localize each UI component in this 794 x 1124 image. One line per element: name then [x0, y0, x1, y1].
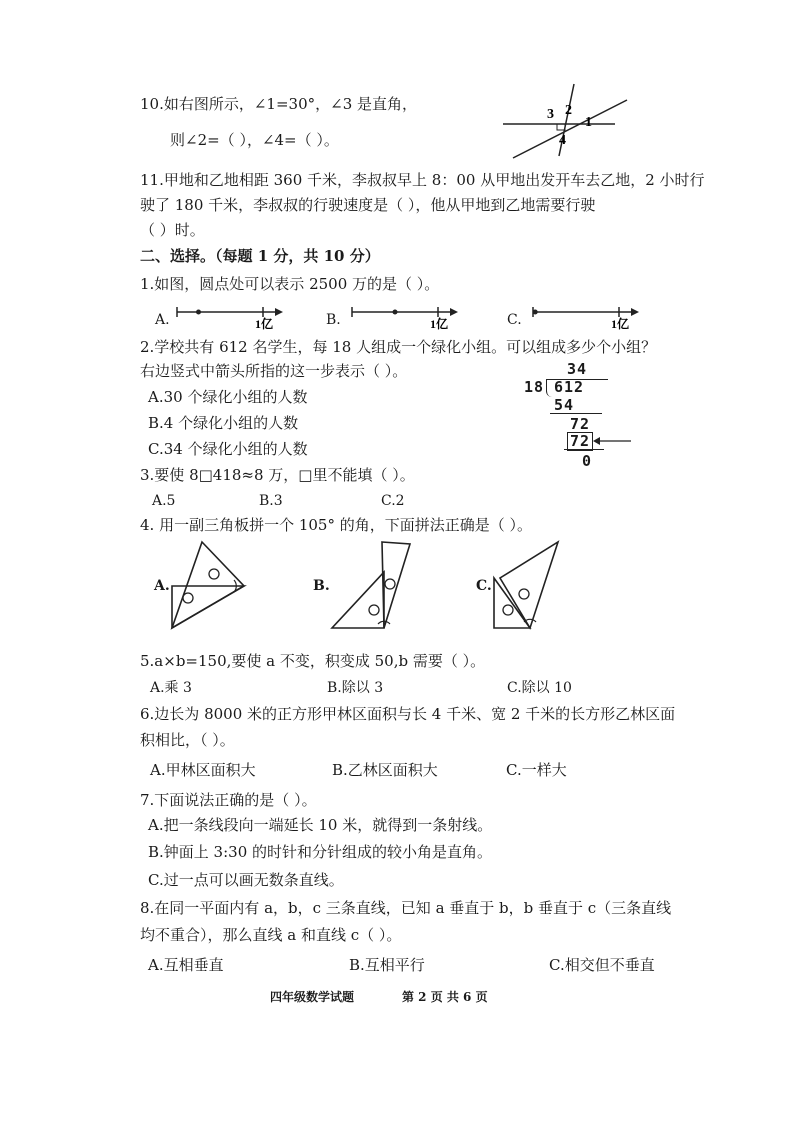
- mc1-numberline-c: [531, 304, 641, 330]
- set-square-figure-c: [490, 538, 580, 633]
- mc2-option-b: B.4 个绿化小组的人数: [148, 414, 299, 432]
- q11-line2: 驶了 180 千米，李叔叔的行驶速度是（ ），他从甲地到乙地需要行驶: [140, 196, 596, 214]
- mc1-option-a: A.: [155, 312, 170, 328]
- mc8-option-c: C.相交但不垂直: [549, 956, 655, 974]
- q11-line1: 11.甲地和乙地相距 360 千米，李叔叔早上 8：00 从甲地出发开车去乙地，2 小时行: [140, 171, 705, 189]
- mc8-stem2: 均不重合），那么直线 a 和直线 c（ ）。: [140, 926, 402, 944]
- division-rule-2: [564, 449, 604, 450]
- mc1-option-b: B.: [326, 312, 341, 328]
- set-square-figure-b: [328, 538, 418, 633]
- angle-label-2: 2: [565, 103, 572, 118]
- set-square-figure-a: [168, 538, 258, 633]
- mc5-option-b: B.除以 3: [327, 680, 384, 696]
- mc2-option-a: A.30 个绿化小组的人数: [148, 388, 308, 406]
- numberline-c-label: 1亿: [611, 317, 630, 330]
- angle-label-1: 1: [585, 115, 592, 130]
- q10-line2: 则∠2=（ ），∠4=（ ）。: [170, 131, 339, 149]
- mc2-stem2: 右边竖式中箭头所指的这一步表示（ ）。: [140, 362, 408, 380]
- mc1-stem: 1.如图，圆点处可以表示 2500 万的是（ ）。: [140, 275, 440, 293]
- mc1-option-c: C.: [507, 312, 522, 328]
- mc6-option-c: C.一样大: [506, 761, 567, 779]
- mc4-stem: 4. 用一副三角板拼一个 105° 的角，下面拼法正确是（ ）。: [140, 516, 533, 534]
- mc6-stem1: 6.边长为 8000 米的正方形甲林区面积与长 4 千米、宽 2 千米的长方形乙林区面: [140, 705, 676, 723]
- mc1-numberline-b: [350, 304, 460, 330]
- mc5-stem: 5.a×b=150,要使 a 不变，积变成 50,b 需要（ ）。: [140, 652, 486, 670]
- mc8-option-a: A.互相垂直: [148, 956, 224, 974]
- mc6-stem2: 积相比，（ ）。: [140, 731, 235, 749]
- division-quotient: 34: [567, 360, 588, 378]
- mc7-option-c: C.过一点可以画无数条直线。: [148, 871, 344, 889]
- mc7-stem: 7.下面说法正确的是（ ）。: [140, 791, 317, 809]
- mc4-option-c: C.: [476, 578, 492, 594]
- division-step2: 72: [570, 415, 591, 433]
- numberline-a-label: 1亿: [255, 317, 274, 330]
- mc5-option-a: A.乘 3: [150, 680, 192, 696]
- mc5-option-c: C.除以 10: [507, 680, 572, 696]
- mc8-option-b: B.互相平行: [349, 956, 425, 974]
- mc1-numberline-a: [175, 304, 285, 330]
- long-division: [510, 360, 640, 470]
- numberline-b-dot: [393, 310, 398, 315]
- mc2-stem1: 2.学校共有 612 名学生，每 18 人组成一个绿化小组。可以组成多少个小组？: [140, 338, 657, 356]
- division-step1: 54: [554, 396, 575, 414]
- division-dividend: 612: [554, 378, 585, 396]
- mc8-stem1: 8.在同一平面内有 a，b，c 三条直线，已知 a 垂直于 b，b 垂直于 c（三条直线: [140, 899, 672, 917]
- division-remainder: 0: [582, 452, 593, 470]
- arrow-icon: [593, 435, 633, 447]
- numberline-b-label: 1亿: [430, 317, 449, 330]
- angle-label-3: 3: [547, 107, 554, 122]
- division-divisor: 18: [524, 378, 545, 396]
- division-bracket: [546, 379, 553, 397]
- mc7-option-a: A.把一条线段向一端延长 10 米，就得到一条射线。: [148, 816, 493, 834]
- q10-line1: 10.如右图所示，∠1=30°，∠3 是直角，: [140, 95, 418, 113]
- footer-page-number: 第 2 页 共 6 页: [402, 990, 488, 1004]
- mc3-option-a: A.5: [152, 493, 176, 509]
- mc3-option-c: C.2: [381, 493, 405, 509]
- q10-angle-figure: [495, 80, 635, 160]
- numberline-c-dot: [533, 310, 538, 315]
- division-rule-1: [550, 413, 602, 414]
- angle-label-4: 4: [559, 133, 566, 148]
- numberline-a-dot: [196, 310, 201, 315]
- division-step3: 72: [570, 432, 591, 450]
- mc6-option-a: A.甲林区面积大: [150, 761, 256, 779]
- mc3-stem: 3.要使 8□418≈8 万，□里不能填（ ）。: [140, 466, 415, 484]
- mc6-option-b: B.乙林区面积大: [332, 761, 438, 779]
- mc4-option-a: A.: [154, 578, 170, 594]
- mc3-option-b: B.3: [259, 493, 283, 509]
- q11-line3: （ ）时。: [140, 221, 205, 239]
- section-title: 二、选择。（每题 1 分，共 10 分）: [140, 247, 380, 265]
- mc2-option-c: C.34 个绿化小组的人数: [148, 440, 308, 458]
- footer-exam-title: 四年级数学试题: [270, 990, 355, 1004]
- mc4-option-b: B.: [313, 578, 330, 594]
- mc7-option-b: B.钟面上 3:30 的时针和分针组成的较小角是直角。: [148, 843, 493, 861]
